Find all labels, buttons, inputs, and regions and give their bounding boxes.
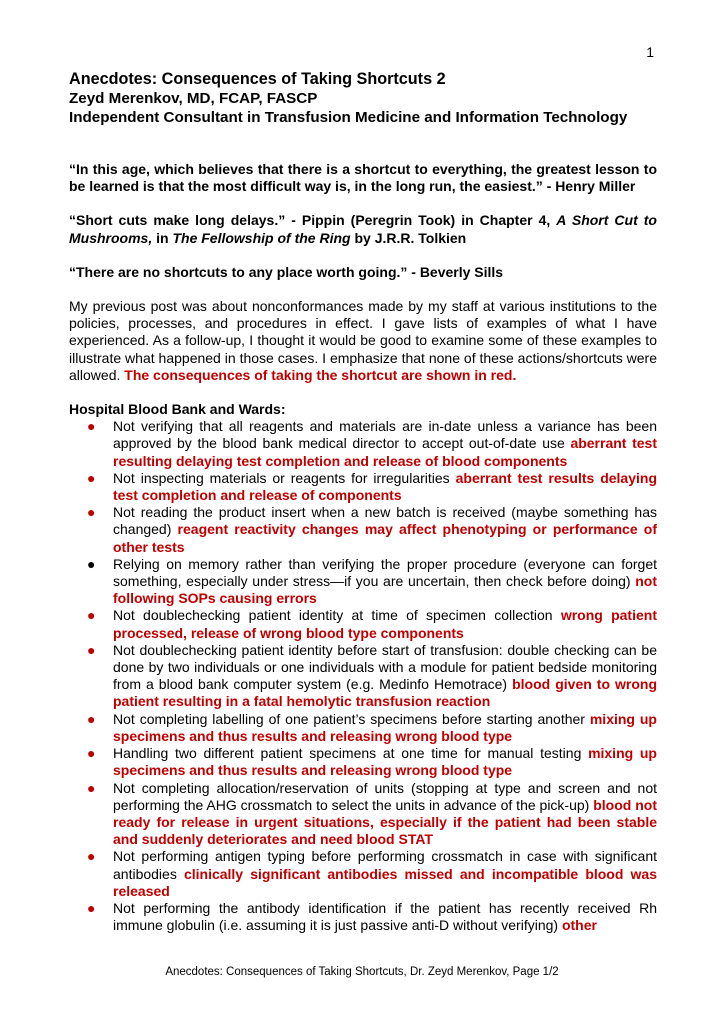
page-number: 1	[646, 44, 654, 60]
consequence-text: clinically significant antibodies missed and incompatible blood was released	[113, 865, 657, 899]
list-item	[87, 418, 657, 470]
shortcut-text: Not doublechecking patient identity before start of transfusion: double checking can be done by two individuals or one individuals with a module for patient bedside monitoring from a blood bank computer system (e.g. Medinfo Hemotrace)	[113, 641, 657, 693]
intro-paragraph	[69, 298, 657, 384]
bullet-icon: ●	[87, 469, 96, 486]
consequence-text: aberrant test resulting delaying test completion and release of blood components	[113, 435, 657, 469]
list-item	[87, 745, 657, 779]
quote-text: by J.R.R. Tolkien	[350, 229, 467, 246]
list-item	[87, 899, 657, 934]
intro-red-note: The consequences of taking the shortcut are shown in red.	[124, 366, 517, 383]
affiliation-line: Independent Consultant in Transfusion Medicine and Information Technology	[69, 109, 628, 126]
list-item	[87, 555, 657, 608]
consequence-text: mixing up specimens and thus results and releasing wrong blood type	[113, 745, 657, 779]
bullet-icon: ●	[87, 641, 96, 658]
quote-beverly-sills: “There are no shortcuts to any place worth going.” - Beverly Sills	[69, 263, 504, 280]
shortcut-text: Not performing the antibody identification if the patient has recently received Rh immune globulin (i.e. assuming it is just passive anti-D without verifying)	[113, 899, 657, 934]
chapter-title: A Short Cut to Mushrooms,	[69, 212, 657, 246]
shortcut-text: Not verifying that all reagents and materials are in-date unless a variance has been approved by the blood bank medical director to accept out-of-date use	[113, 418, 657, 452]
consequence-text: aberrant test results delaying test completion and release of components	[113, 469, 657, 504]
consequence-text: wrong patient processed, release of wrong blood type components	[113, 607, 657, 641]
author-line: Zeyd Merenkov, MD, FCAP, FASCP	[69, 90, 318, 107]
shortcut-text: Not completing labelling of one patient’s specimens before starting another	[113, 710, 590, 727]
shortcut-text: Relying on memory rather than verifying the proper procedure (everyone can forget something, especially under stress—if you are uncertain, then check before doing)	[113, 555, 657, 590]
intro-text: My previous post was about nonconformances made by my staff at various institutions to the policies, processes, and procedures in effect. I gave lists of examples of what I have experienced. As a follow-up, I thought it would be good to examine some of these examples to illustrate what happened in those cases. I emphasize that none of these actions/shortcuts were allowed.	[69, 298, 657, 383]
shortcut-text: Not reading the product insert when a new batch is received (maybe something has changed)	[113, 504, 657, 538]
document-title: Anecdotes: Consequences of Taking Shortcuts 2	[69, 70, 446, 88]
shortcut-text: Not performing antigen typing before performing crossmatch in case with significant antibodies	[113, 848, 657, 882]
list-item	[87, 710, 657, 745]
consequence-text: not following SOPs causing errors	[113, 573, 657, 607]
list-item	[87, 607, 657, 641]
bullet-icon: ●	[87, 418, 96, 435]
page-footer: Anecdotes: Consequences of Taking Shortcuts, Dr. Zeyd Merenkov, Page 1/2	[165, 966, 559, 978]
quote-text: “Short cuts make long delays.” - Pippin (Peregrin Took) in Chapter 4,	[69, 212, 557, 229]
shortcut-text: Not doublechecking patient identity at time of specimen collection	[113, 607, 561, 624]
shortcut-text: Not completing allocation/reservation of units (stopping at type and screen and not performing the AHG crossmatch to select the units in advance of the pick-up)	[113, 779, 657, 813]
consequence-text: other	[561, 917, 597, 934]
bullet-icon: ●	[87, 745, 96, 762]
bullet-icon: ●	[87, 899, 96, 916]
consequence-text: blood not ready for release in urgent situations, especially if the patient had been stable and suddenly deteriorates and need blood STAT	[113, 796, 657, 848]
bullet-icon: ●	[87, 555, 96, 572]
consequence-text: blood given to wrong patient resulting in a fatal hemolytic transfusion reaction	[113, 676, 657, 710]
list-item	[87, 469, 657, 504]
shortcut-list	[69, 418, 657, 934]
shortcut-text: Handling two different patient specimens at one time for manual testing	[113, 745, 589, 762]
bullet-icon: ●	[87, 504, 96, 521]
shortcut-text: Not inspecting materials or reagents for irregularities	[113, 469, 456, 486]
quote-tolkien	[69, 212, 657, 246]
bullet-icon: ●	[87, 710, 96, 727]
list-item	[87, 641, 657, 711]
consequence-text: reagent reactivity changes may affect phenotyping or performance of other tests	[113, 521, 658, 555]
quote-text: in	[152, 229, 173, 246]
section-heading: Hospital Blood Bank and Wards:	[69, 401, 286, 418]
list-item	[87, 504, 658, 556]
list-item	[87, 848, 657, 900]
bullet-icon: ●	[87, 848, 96, 865]
list-item	[87, 779, 657, 849]
consequence-text: mixing up specimens and thus results and releasing wrong blood type	[113, 710, 657, 744]
document-body	[69, 70, 657, 934]
bullet-icon: ●	[87, 607, 96, 624]
bullet-icon: ●	[87, 779, 96, 796]
book-title: The Fellowship of the Ring	[172, 229, 351, 246]
title-block	[69, 70, 657, 127]
quote-henry-miller: “In this age, which believes that there is a shortcut to everything, the greatest lesson to be learned is that the most difficult way is, in the long run, the easiest.” - Henry Miller	[69, 161, 657, 195]
